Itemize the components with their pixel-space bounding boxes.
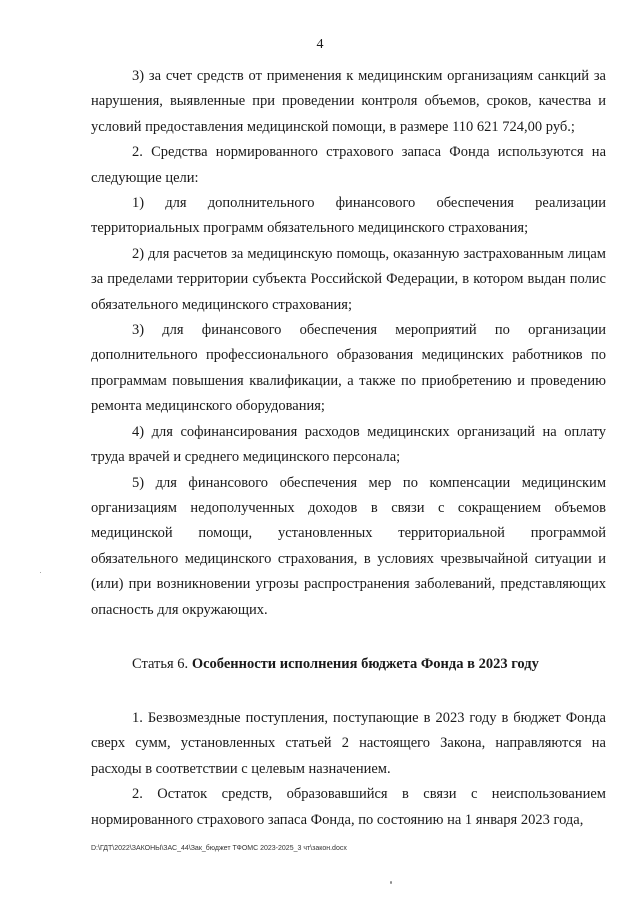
paragraph-purpose-3: 3) для финансового обеспечения мероприятий по организации дополнительного профессионального образования медицинских работников по программам повышения квалификации, а также по приобретению и проведению ремонта медицинского оборудования; (91, 322, 606, 415)
footer-file-path: D:\ГДТ\2022\ЗАКОНЫ\ЗАС_44\Зак_бюджет ТФОМС 2023-2025_3 чт\закон.docx (91, 845, 347, 852)
paragraph-purpose-2: 2) для расчетов за медицинскую помощь, оказанную застрахованным лицам за пределами территории субъекта Российской Федерации, в котором выдан полис обязательного медицинского страхования; (91, 245, 606, 313)
article-body (91, 706, 606, 833)
scan-speck (40, 572, 41, 573)
page-number: 4 (316, 37, 324, 52)
article-heading (91, 652, 606, 677)
paragraph-purpose-4: 4) для софинансирования расходов медицинских организаций на оплату труда врачей и среднего медицинского персонала; (91, 423, 606, 466)
article-heading-prefix: Статья 6. (132, 656, 192, 672)
document-body (91, 64, 606, 623)
paragraph-sanctions: 3) за счет средств от применения к медицинским организациям санкций за нарушения, выявленные при проведении контроля объемов, сроков, качества и условий предоставления медицинской помощи, в размере 110 621 724,00 руб.; (91, 68, 606, 135)
paragraph-article-1: 1. Безвозмездные поступления, поступающие в 2023 году в бюджет Фонда сверх сумм, установленных статьей 2 настоящего Закона, направляются на расходы в соответствии с целевым назначением. (91, 710, 606, 777)
paragraph-reserve-purposes: 2. Средства нормированного страхового запаса Фонда используются на следующие цели: (91, 144, 606, 186)
article-heading-title: Особенности исполнения бюджета Фонда в 2023 году (191, 656, 539, 672)
paragraph-purpose-1: 1) для дополнительного финансового обеспечения реализации территориальных программ обязательного медицинского страхования; (91, 195, 606, 237)
paragraph-purpose-5: 5) для финансового обеспечения мер по компенсации медицинским организациям недополученных доходов в связи с сокращением объемов медицинской помощи, установленных территориальной программой обязательного медицинского страхования, в условиях чрезвычайной ситуации и (или) при возникновении угрозы распространения заболеваний, представляющих опасность для окружающих. (91, 474, 606, 618)
scan-speck (390, 881, 392, 884)
paragraph-article-2: 2. Остаток средств, образовавшийся в связи с неиспользованием нормированного страхового запаса Фонда, по состоянию на 1 января 2023 года, (91, 786, 606, 828)
